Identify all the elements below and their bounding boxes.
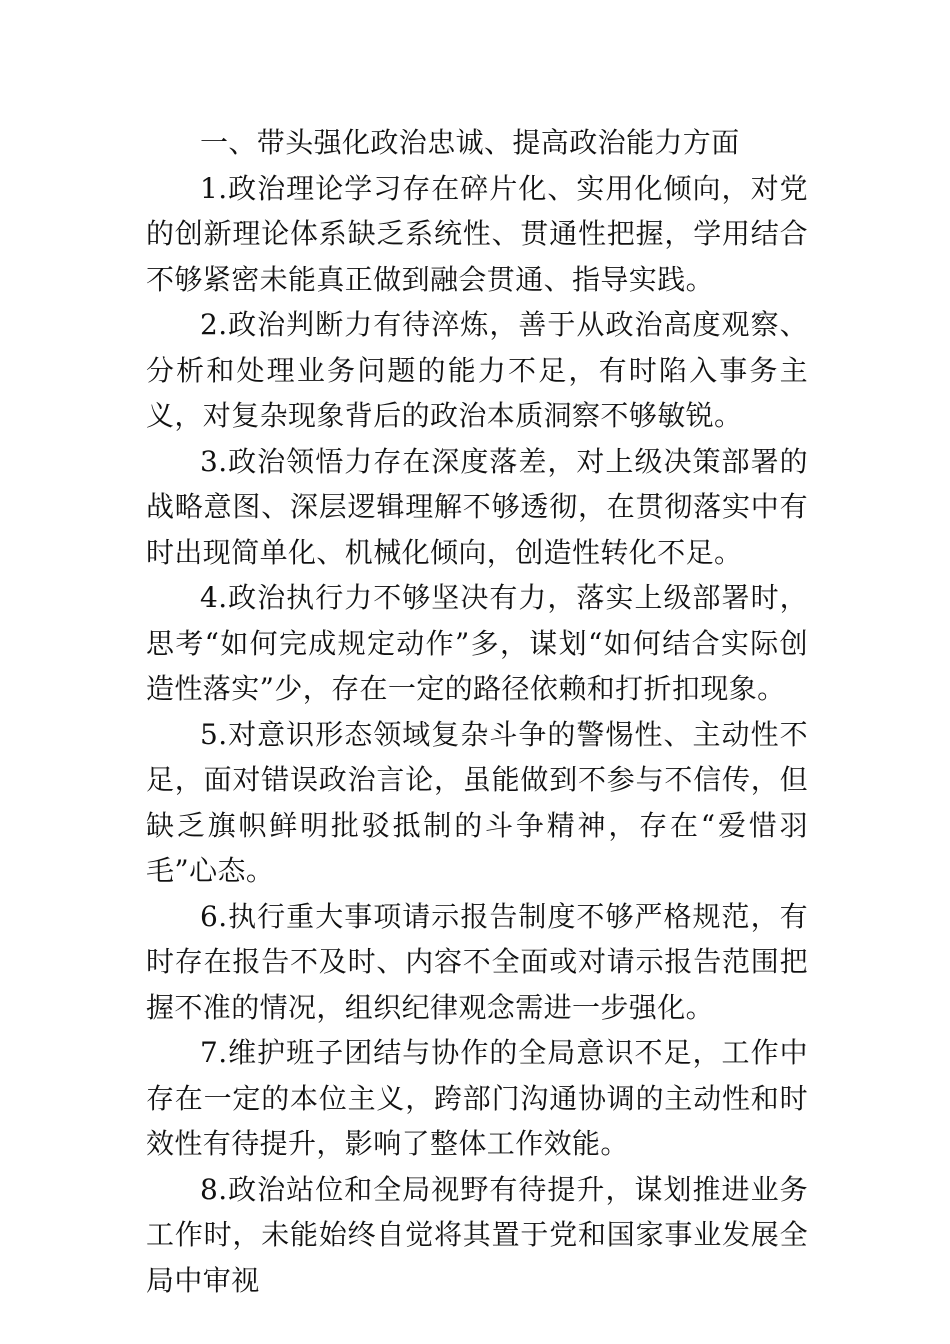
item-text: 对意识形态领域复杂斗争的警惕性、主动性不足，面对错误政治言论，虽能做到不参与不信传，但缺乏旗帜鲜明批驳抵制的斗争精神，存在“爱惜羽毛”心态。 xyxy=(146,717,808,887)
item-text: 政治领悟力存在深度落差，对上级决策部署的战略意图、深层逻辑理解不够透彻，在贯彻落实中有时出现简单化、机械化倾向，创造性转化不足。 xyxy=(146,444,808,569)
item-number: 7. xyxy=(200,1036,228,1069)
list-item-2 xyxy=(146,302,808,439)
item-text: 政治执行力不够坚决有力，落实上级部署时，思考“如何完成规定动作”多，谋划“如何结合实际创造性落实”少，存在一定的路径依赖和打折扣现象。 xyxy=(146,581,808,705)
list-item-4 xyxy=(146,575,808,712)
document-body xyxy=(146,120,808,1303)
item-text: 政治站位和全局视野有待提升，谋划推进业务工作时，未能始终自觉将其置于党和国家事业发展全局中审视 xyxy=(146,1172,808,1297)
item-text: 执行重大事项请示报告制度不够严格规范，有时存在报告不及时、内容不全面或对请示报告范围把握不准的情况，组织纪律观念需进一步强化。 xyxy=(146,899,808,1024)
list-item-7 xyxy=(146,1030,808,1167)
list-item-1 xyxy=(146,166,808,303)
item-number: 4. xyxy=(200,581,228,614)
item-number: 8. xyxy=(200,1172,228,1206)
item-text: 政治判断力有待淬炼，善于从政治高度观察、分析和处理业务问题的能力不足，有时陷入事务主义，对复杂现象背后的政治本质洞察不够敏锐。 xyxy=(146,308,808,432)
section-heading: 一、带头强化政治忠诚、提高政治能力方面 xyxy=(200,126,740,159)
item-number: 1. xyxy=(200,171,228,205)
item-text: 政治理论学习存在碎片化、实用化倾向，对党的创新理论体系缺乏系统性、贯通性把握，学用结合不够紧密未能真正做到融会贯通、指导实践。 xyxy=(146,171,808,296)
item-number: 6. xyxy=(200,899,228,933)
item-text: 维护班子团结与协作的全局意识不足，工作中存在一定的本位主义，跨部门沟通协调的主动性和时效性有待提升，影响了整体工作效能。 xyxy=(146,1036,808,1160)
list-item-5 xyxy=(146,712,808,894)
item-number: 5. xyxy=(200,717,228,751)
item-number: 2. xyxy=(200,308,228,341)
list-item-3 xyxy=(146,439,808,576)
item-number: 3. xyxy=(200,444,228,478)
list-item-8 xyxy=(146,1167,808,1304)
list-item-6 xyxy=(146,894,808,1031)
